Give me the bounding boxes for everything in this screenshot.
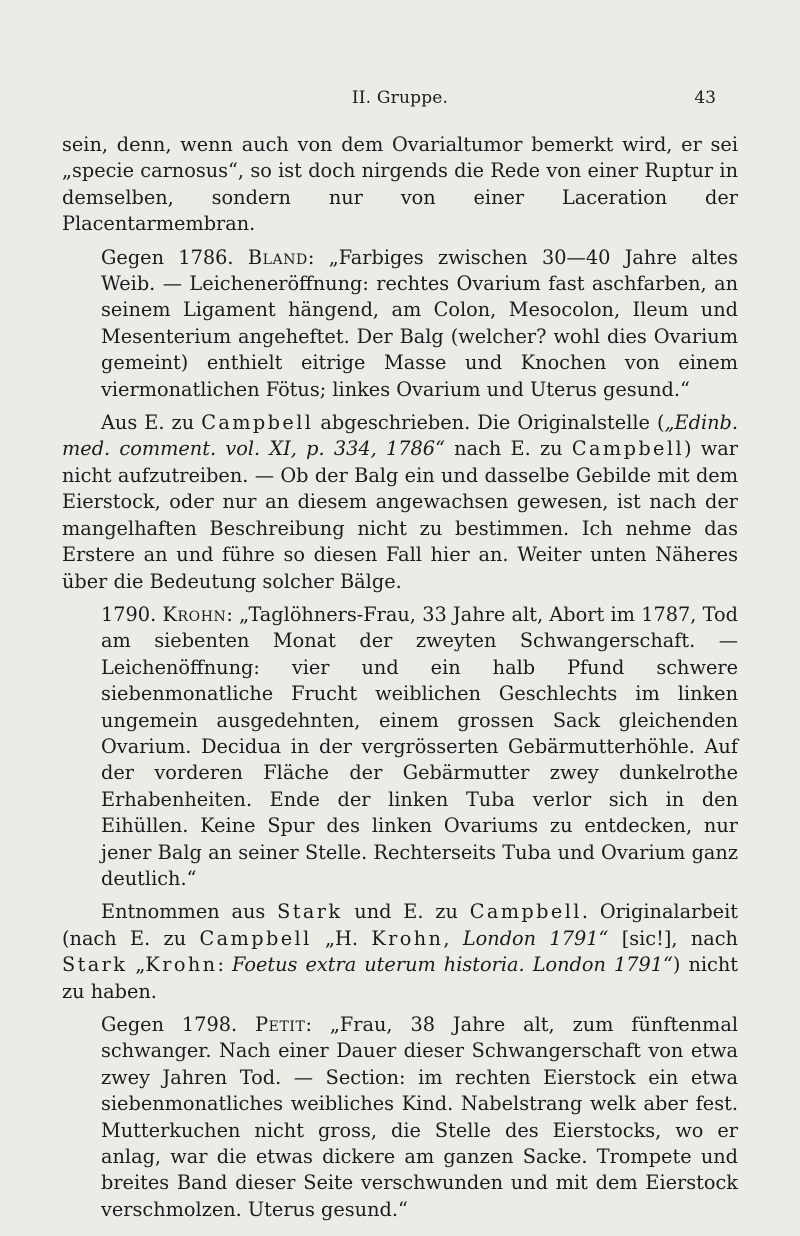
author-name: Campbell xyxy=(469,900,582,924)
author-name: Krohn xyxy=(162,602,227,626)
text-segment: [sic!], nach xyxy=(608,926,738,950)
text-segment: abgeschrieben. Die Originalstelle ( xyxy=(313,411,665,435)
author-name: Campbell xyxy=(201,411,314,435)
paragraph-1: sein, denn, wenn auch von dem Ovarialtumor bemerkt wird, er sei „specie carnosus“, so ist doch nirgends die Rede von einer Ruptur in demselben, sondern nur von einer Laceration der Placentarmembran. xyxy=(62,133,738,236)
case-year: Gegen 1786. xyxy=(101,245,234,269)
author-name: Campbell xyxy=(571,437,685,461)
text-segment: Entnommen aus xyxy=(101,900,278,924)
author-name: Krohn xyxy=(371,926,444,950)
paragraph-source-note-2 xyxy=(62,899,738,1005)
text-segment: , xyxy=(443,926,463,950)
text-segment: „ xyxy=(127,953,146,977)
text-segment: „H. xyxy=(311,926,372,950)
case-year: 1790. xyxy=(101,602,157,626)
running-header: II. Gruppe. xyxy=(351,88,449,108)
text-segment: und E. zu xyxy=(342,900,470,924)
author-name: Stark xyxy=(277,900,343,924)
citation: London 1791“ xyxy=(462,926,609,950)
author-name: Krohn xyxy=(145,953,218,977)
case-text: : „Taglöhners-Frau, 33 Jahre alt, Abort im 1787, Tod am siebenten Monat der zweyten Schwangerschaft. — Leichenöffnung: vier und ein halb Pfund schwere siebenmonatliche Frucht weiblichen Geschlechts im linken ungemein ausgedehnten, einem grossen Sack gleichenden Ovarium. Decidua in der vergrösserten Gebärmutterhöhle. Auf der vorderen Fläche der Gebärmutter zwey dunkelrothe Erhabenheiten. Ende der linken Tuba verlor sich in den Eihüllen. Keine Spur des linken Ovariums zu entdecken, nur jener Balg an seiner Stelle. Rechterseits Tuba und Ovarium ganz deutlich.“ xyxy=(101,602,738,890)
page-number: 43 xyxy=(694,88,716,108)
citation: Foetus extra uterum historia. London 1791“ xyxy=(232,953,673,977)
text-segment: Aus E. zu xyxy=(101,411,202,435)
author-name: Petit xyxy=(255,1013,306,1036)
paragraph-petit xyxy=(62,1012,738,1223)
case-year: Gegen 1798. xyxy=(101,1013,238,1036)
author-name: Campbell xyxy=(199,926,312,950)
case-text: : „Farbiges zwischen 30—40 Jahre altes Weib. — Leicheneröffnung: rechtes Ovarium fast aschfarben, an seinem Ligament hängend, am Colon, Mesocolon, Ileum und Mesenterium angeheftet. Der Balg (welcher? wohl dies Ovarium gemeint) enthielt eitrige Masse und Knochen von einem viermonatlichen Fötus; linkes Ovarium und Uterus gesund.“ xyxy=(101,245,738,401)
text-segment: ) nicht zu haben. xyxy=(62,953,738,1003)
paragraph-krohn xyxy=(62,602,738,892)
author-name: Stark xyxy=(62,953,128,977)
author-name: Bland xyxy=(247,245,308,269)
paragraph-source-note-1 xyxy=(62,410,738,595)
text-segment: ) war nicht aufzutreiben. — Ob der Balg ein und dasselbe Gebilde mit dem Eierstock, oder nur an diesem angewachsen gewesen, ist nach der mangelhaften Beschreibung nicht zu bestimmen. Ich nehme das Erstere an und führe so diesen Fall hier an. Weiter unten Näheres über die Bedeutung solcher Bälge. xyxy=(62,437,739,593)
body-text xyxy=(62,132,738,1230)
text-segment: : xyxy=(217,953,233,977)
paragraph-bland xyxy=(62,245,738,403)
text-segment: nach E. zu xyxy=(444,437,572,461)
text-segment: . Originalarbeit (nach E. zu xyxy=(62,900,738,950)
case-text: : „Frau, 38 Jahre alt, zum fünftenmal schwanger. Nach einer Dauer dieser Schwangerschaft von etwa zwey Jahren Tod. — Section: im rechten Eierstock ein etwa siebenmonatliches weibliches Kind. Nabelstrang welk aber fest. Mutterkuchen nicht gross, die Stelle des Eierstocks, wo er anlag, war die etwas dickere am ganzen Sacke. Trompete und breites Band dieser Seite verschwunden und mit dem Eierstock verschmolzen. Uterus gesund.“ xyxy=(101,1013,739,1221)
citation: „Edinb. med. comment. vol. XI, p. 334, 1786“ xyxy=(62,411,739,461)
